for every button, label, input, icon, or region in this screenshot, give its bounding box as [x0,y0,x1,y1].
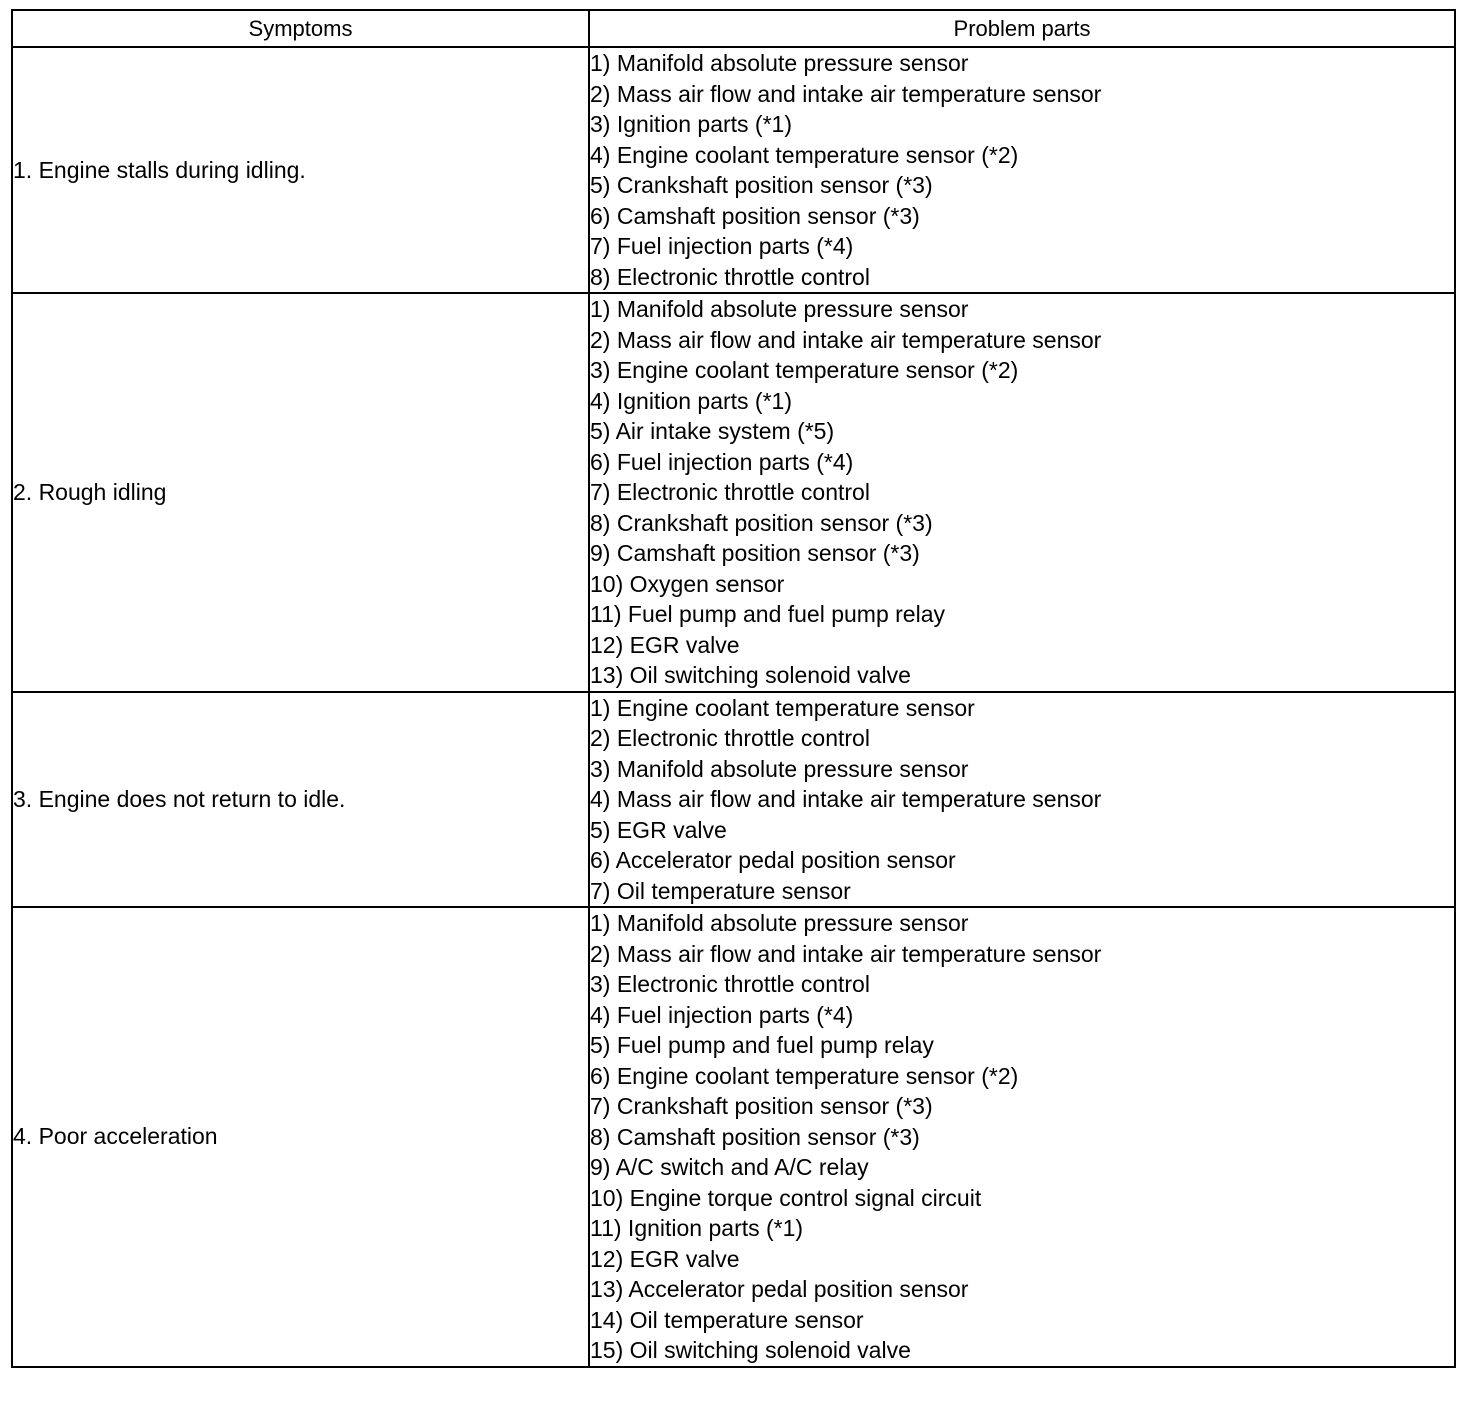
list-item: 15) Oil switching solenoid valve [590,1337,911,1363]
list-item: 10) Engine torque control signal circuit [590,1184,982,1211]
table-row [12,907,1455,1367]
list-item: 10) Oxygen sensor [590,570,785,597]
list-item: 13) Oil switching solenoid valve [590,662,911,688]
list-item: 5) EGR valve [590,816,727,843]
problem-parts-list [590,693,1454,907]
list-item: 2) Mass air flow and intake air temperature sensor [590,326,1102,353]
list-item: 4) Ignition parts (*1) [590,387,792,414]
list-item: 1) Engine coolant temperature sensor [590,694,975,721]
symptom-cell: 2. Rough idling [12,293,589,692]
table-row [12,293,1455,692]
list-item: 5) Air intake system (*5) [590,418,835,444]
list-item: 8) Electronic throttle control [590,263,870,290]
list-item: 7) Fuel injection parts (*4) [590,233,854,259]
header-row [12,10,1455,47]
list-item: 3) Manifold absolute pressure sensor [590,755,969,782]
list-item: 6) Fuel injection parts (*4) [590,448,854,475]
table-body [12,47,1455,1367]
symptom-table [11,9,1456,1368]
symptom-cell: 1. Engine stalls during idling. [12,47,589,293]
header-symptoms: Symptoms [12,10,589,47]
list-item: 3) Ignition parts (*1) [590,111,792,137]
list-item: 6) Engine coolant temperature sensor (*2) [590,1062,1019,1089]
list-item: 3) Engine coolant temperature sensor (*2) [590,357,1019,383]
list-item: 2) Mass air flow and intake air temperature sensor [590,80,1102,107]
problem-parts-list [590,294,1454,691]
list-item: 7) Oil temperature sensor [590,877,851,904]
list-item: 5) Crankshaft position sensor (*3) [590,172,933,198]
list-item: 11) Fuel pump and fuel pump relay [590,601,945,627]
list-item: 2) Mass air flow and intake air temperature sensor [590,940,1102,967]
header-problem-parts: Problem parts [589,10,1455,47]
symptom-cell: 4. Poor acceleration [12,907,589,1367]
list-item: 11) Ignition parts (*1) [590,1215,804,1241]
list-item: 1) Manifold absolute pressure sensor [590,910,969,936]
list-item: 4) Mass air flow and intake air temperature sensor [590,786,1102,812]
list-item: 6) Accelerator pedal position sensor [590,847,956,873]
list-item: 5) Fuel pump and fuel pump relay [590,1032,934,1058]
table-row [12,692,1455,908]
list-item: 2) Electronic throttle control [590,725,870,751]
list-item: 8) Crankshaft position sensor (*3) [590,509,933,536]
problem-parts-cell [589,907,1455,1367]
problem-parts-list [590,908,1454,1366]
list-item: 7) Crankshaft position sensor (*3) [590,1093,933,1119]
symptom-cell: 3. Engine does not return to idle. [12,692,589,908]
list-item: 9) Camshaft position sensor (*3) [590,540,920,566]
table-row [12,47,1455,293]
list-item: 4) Fuel injection parts (*4) [590,1001,854,1028]
problem-parts-cell [589,692,1455,908]
list-item: 12) EGR valve [590,1245,740,1272]
list-item: 13) Accelerator pedal position sensor [590,1276,969,1302]
list-item: 7) Electronic throttle control [590,479,870,505]
problem-parts-list [590,48,1454,292]
list-item: 3) Electronic throttle control [590,971,870,997]
list-item: 8) Camshaft position sensor (*3) [590,1123,920,1150]
list-item: 1) Manifold absolute pressure sensor [590,50,969,76]
list-item: 1) Manifold absolute pressure sensor [590,296,969,322]
list-item: 12) EGR valve [590,631,740,658]
problem-parts-cell [589,293,1455,692]
list-item: 4) Engine coolant temperature sensor (*2) [590,141,1019,168]
list-item: 6) Camshaft position sensor (*3) [590,202,920,229]
problem-parts-cell [589,47,1455,293]
list-item: 14) Oil temperature sensor [590,1306,864,1333]
list-item: 9) A/C switch and A/C relay [590,1154,869,1180]
